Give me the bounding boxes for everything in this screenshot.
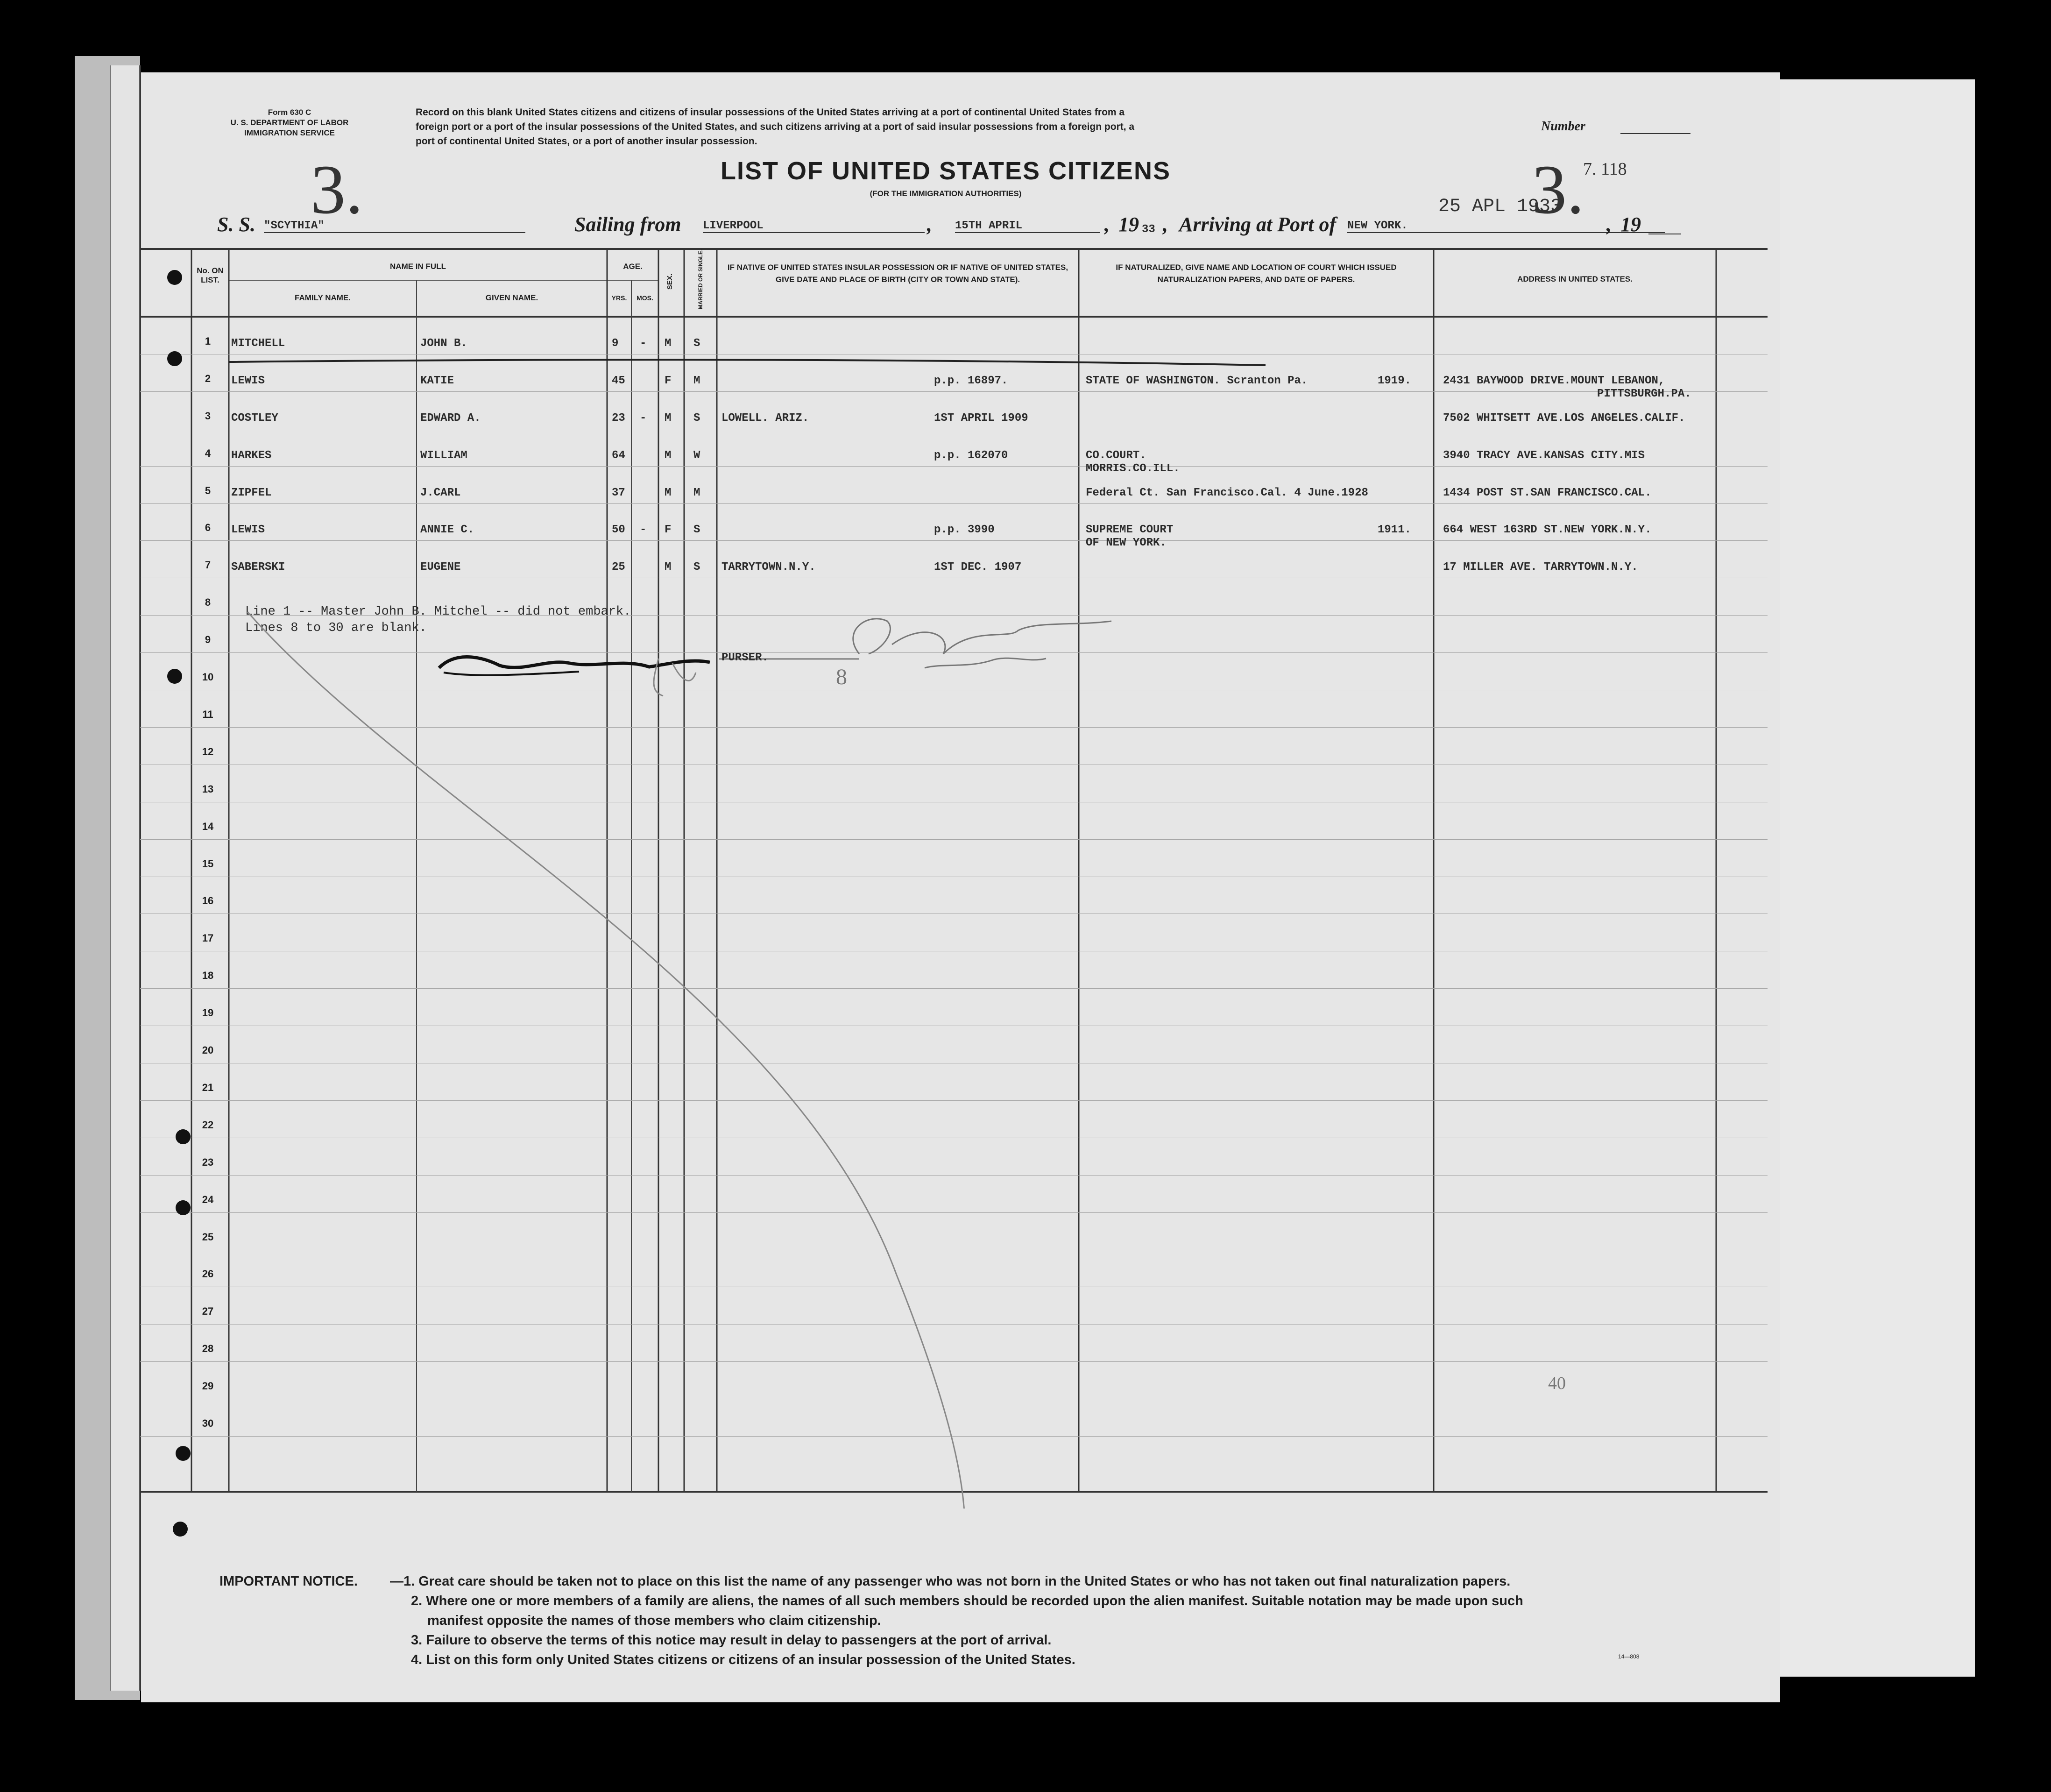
comma: , [927,213,932,236]
family-name: LEWIS [231,524,265,537]
number-line [1620,133,1690,134]
line-number: 25 [202,1231,214,1243]
birth-date: p.p. 16897. [934,374,1008,387]
notice-item-2-cont: manifest opposite the names of those members who claim citizenship. [427,1613,881,1628]
age-months: - [640,337,647,350]
us-address: 17 MILLER AVE. TARRYTOWN.N.Y. [1443,561,1638,574]
header-naturalized: IF NATURALIZED, GIVE NAME AND LOCATION OF COURT WHICH ISSUED NATURALIZATION PAPERS, AND DATE OF PAPERS. [1116,263,1397,284]
header-name-in-full: NAME IN FULL [390,262,446,271]
age-years: 9 [612,337,619,350]
book-edge-inner [110,65,141,1691]
given-name: J.CARL [420,486,461,499]
line-number: 23 [202,1156,214,1168]
age-months: - [640,524,647,537]
line-number: 10 [202,671,214,683]
binder-hole [176,1446,191,1461]
us-address: 664 WEST 163RD ST.NEW YORK.N.Y. [1443,524,1652,537]
instruction-line: Record on this blank United States citizens and citizens of insular possessions of the United States arriving at a port of continental United States from a [416,107,1125,118]
header-no-on-list: No. ON LIST. [197,266,224,284]
line-number: 4 [205,447,211,459]
header-yrs: YRS. [611,294,627,302]
naturalization-court: Federal Ct. San Francisco.Cal. 4 June.1928 [1086,486,1368,499]
birth-date: 1ST DEC. 1907 [934,561,1022,574]
line-number: 5 [205,484,211,496]
naturalization-court: STATE OF WASHINGTON. Scranton Pa. [1086,374,1308,387]
comma: , [1606,213,1612,236]
year-suffix: 33 [1142,223,1155,236]
sex: M [665,411,672,425]
given-name: WILLIAM [420,449,467,462]
notice-item-3: 3. Failure to observe the terms of this notice may result in delay to passengers at the port of arrival. [411,1633,1052,1648]
svg-text:8: 8 [836,665,847,689]
marital-status: M [693,374,700,387]
age-years: 25 [612,561,625,574]
port-from: LIVERPOOL [703,220,925,233]
line-number: 1 [205,335,211,347]
form-identifier [210,107,369,138]
pencil-curve [140,248,1167,1509]
margin-note: 40 [1548,1374,1566,1393]
line-number: 20 [202,1044,214,1056]
family-name: SABERSKI [231,561,285,574]
marital-status: S [693,524,700,537]
line-number: 29 [202,1380,214,1392]
instruction-line: foreign port or a port of the insular possessions of the United States, and such citizens arriving at a port of said insular possessions from a foreign port, a [416,121,1135,132]
binder-hole [167,351,182,366]
given-name: ANNIE C. [420,524,474,537]
naturalization-court-line-2: MORRIS.CO.ILL. [1086,462,1180,475]
sex: F [665,524,672,537]
marital-status: S [693,561,700,574]
line-number: 3 [205,410,211,422]
header-mos: MOS. [637,294,653,302]
line-number: 2 [205,372,211,384]
year-prefix: 19 [1118,213,1139,236]
port-to: NEW YORK. [1347,220,1665,233]
line-number: 16 [202,895,214,907]
binder-hole [167,270,182,285]
ship-name: "SCYTHIA" [264,220,525,233]
header-family-name: FAMILY NAME. [295,293,351,302]
line-number: 15 [202,857,214,870]
manifest-table [140,248,1768,1495]
line-number: 19 [202,1007,214,1019]
line-number: 13 [202,783,214,795]
age-years: 64 [612,449,625,462]
line-number: 26 [202,1268,214,1280]
naturalization-court-line-2: OF NEW YORK. [1086,537,1167,550]
line-number: 9 [205,634,211,646]
header-address: ADDRESS IN UNITED STATES. [1517,275,1633,283]
instruction-line: port of continental United States, or a port of another insular possession. [416,136,757,147]
marital-status: W [693,449,700,462]
notice-item-2: 2. Where one or more members of a family are aliens, the names of all such members should be recorded upon the alien manifest. Suitable notation may be made upon such [411,1594,1523,1608]
family-name: HARKES [231,449,272,462]
line-number: 11 [202,708,213,720]
sex: F [665,374,672,387]
birth-date: p.p. 3990 [934,524,995,537]
binder-hole [176,1200,191,1215]
given-name: JOHN B. [420,337,467,350]
family-name: MITCHELL [231,337,285,350]
birth-date: 1ST APRIL 1909 [934,411,1028,425]
age-months: - [640,411,647,425]
notice-item-4: 4. List on this form only United States citizens or citizens of an insular possession of the United States. [411,1652,1075,1667]
line-number: 27 [202,1305,214,1317]
header-married: MARRIED OR SINGLE. [697,249,704,310]
family-name: COSTLEY [231,411,278,425]
age-years: 37 [612,486,625,499]
birth-place: LOWELL. ARIZ. [721,411,809,425]
date-from: 15TH APRIL [955,220,1100,233]
arrival-year-prefix: 19 [1620,213,1641,236]
line-number: 14 [202,820,214,832]
us-address-line-2: PITTSBURGH.PA. [1597,387,1691,400]
service-name: IMMIGRATION SERVICE [244,128,335,137]
line-number: 7 [205,559,211,571]
us-address: 1434 POST ST.SAN FRANCISCO.CAL. [1443,486,1652,499]
naturalization-year: 1919. [1378,374,1412,387]
given-name: EUGENE [420,561,461,574]
arriving-label: Arriving at Port of [1179,213,1337,236]
arrival-date-stamp: 25 APL 1933 [1438,196,1562,217]
line-number: 30 [202,1417,214,1429]
naturalization-court: CO.COURT. [1086,449,1146,462]
page-subtitle: (FOR THE IMMIGRATION AUTHORITIES) [870,189,1022,198]
purser-label: PURSER. [721,652,769,664]
line-number: 17 [202,932,214,944]
family-name: ZIPFEL [231,486,272,499]
sex: M [665,449,672,462]
line-number: 22 [202,1119,214,1131]
comma: , [1104,213,1110,236]
print-code: 14—808 [1618,1653,1640,1660]
remark-line-2: Lines 8 to 30 are blank. [245,621,427,635]
marital-status: M [693,486,700,499]
header-age: AGE. [623,262,643,271]
binder-hole [176,1129,191,1144]
handwritten-sheet-number-right: 3. [1532,151,1584,228]
family-name: LEWIS [231,374,265,387]
department-name: U. S. DEPARTMENT OF LABOR [230,118,349,127]
given-name: EDWARD A. [420,411,481,425]
form-instructions [416,105,1480,149]
header-sex: SEX. [666,273,674,290]
handwritten-sheet-number-left: 3. [311,151,363,228]
line-number: 6 [205,522,211,534]
binder-hole [167,669,182,684]
naturalization-court: SUPREME COURT [1086,524,1174,537]
form-number: Form 630 C [268,108,311,117]
line-number: 18 [202,970,214,982]
us-address: 3940 TRACY AVE.KANSAS CITY.MIS [1443,449,1645,462]
sailing-from-label: Sailing from [574,213,681,236]
marital-status: S [693,337,700,350]
us-address: 7502 WHITSETT AVE.LOS ANGELES.CALIF. [1443,411,1685,425]
page-title: LIST OF UNITED STATES CITIZENS [721,157,1171,185]
naturalization-year: 1911. [1378,524,1412,537]
line-number: 8 [205,596,211,609]
sex: M [665,337,672,350]
remark-line-1: Line 1 -- Master John B. Mitchel -- did not embark. [245,605,631,619]
notice-item-1: —1. Great care should be taken not to place on this list the name of any passenger who was not born in the United States or who has not taken out final naturalization papers. [390,1574,1511,1589]
number-label: Number [1541,119,1585,134]
header-given-name: GIVEN NAME. [485,293,538,302]
binder-hole [173,1522,188,1537]
given-name: KATIE [420,374,454,387]
line-number: 21 [202,1081,214,1093]
line-number: 28 [202,1343,214,1355]
line-number: 12 [202,745,214,758]
header-native: IF NATIVE OF UNITED STATES INSULAR POSSESSION OR IF NATIVE OF UNITED STATES, GIVE DATE AND PLACE OF BIRTH (CITY OR TOWN AND STATE). [727,263,1068,284]
sex: M [665,486,672,499]
page-mark: 7. 118 [1583,159,1627,179]
notice-label: IMPORTANT NOTICE. [219,1574,358,1589]
age-years: 45 [612,374,625,387]
sex: M [665,561,672,574]
comma: , [1163,213,1168,236]
ss-label: S. S. [217,213,255,236]
birth-date: p.p. 162070 [934,449,1008,462]
line-number: 24 [202,1193,214,1205]
us-address: 2431 BAYWOOD DRIVE.MOUNT LEBANON, [1443,374,1665,387]
marital-status: S [693,411,700,425]
birth-place: TARRYTOWN.N.Y. [721,561,816,574]
age-years: 23 [612,411,625,425]
age-years: 50 [612,524,625,537]
facing-page [1768,79,1975,1677]
